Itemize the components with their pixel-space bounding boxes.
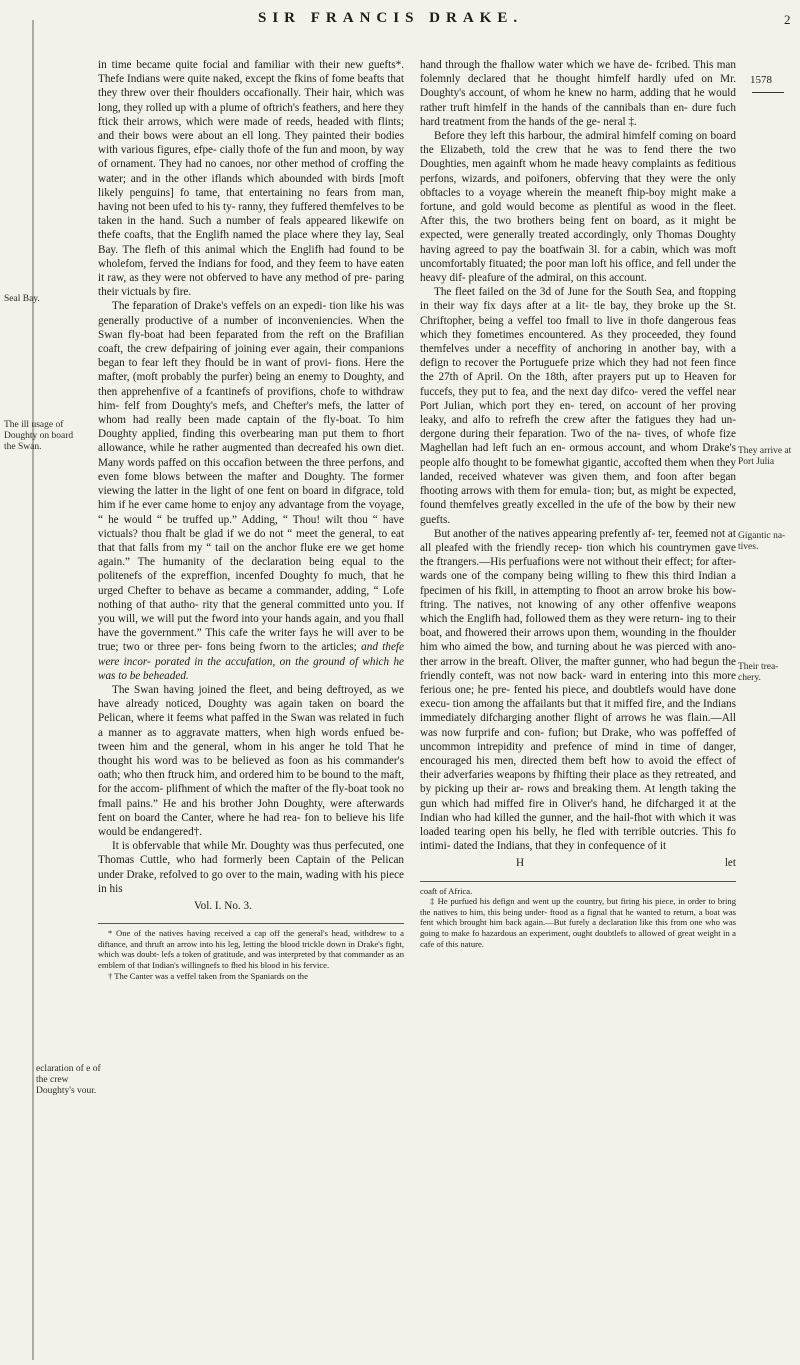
margin-note-gigantic: Gigantic na- tives. bbox=[738, 531, 786, 552]
footnote-divider bbox=[420, 881, 736, 882]
page-signature-line bbox=[98, 899, 404, 913]
paragraph: Before they left this harbour, the admiral himfelf coming on board the Elizabeth, told the crew that he was to fend there the two Doughties, men againft whom he made heavy complaints as feditious perfons, wizards, and poifoners, obferving that they were the only obftacles to a voyage wherein the meaneft fhip-boy might make a fortune, and gold would become as plentiful as wood in the fleet. After this, the two brothers being fent on board, as it might be expected, were generally treated accordingly, only Thomas Doughty having agreed to pay the boatfwain 3l. for a cabin, which was moft uncomfortably fituated; the poor man loft his office, and fell under the heavy dif- pleafure of the admiral, on this account. bbox=[420, 130, 736, 285]
left-column bbox=[98, 58, 404, 981]
footnote-divider bbox=[98, 923, 404, 924]
footnote: * One of the natives having received a cap off the general's head, withdrew to a diftance, and thruft an arrow into his leg, letting the blood trickle down in Drake's fight, which was doubt- lefs a token of gratitude, and was interpreted by that commander as an emblem of that Indian's willingnefs to fhed his blood in his fervice. bbox=[98, 928, 404, 970]
page-number: 2 bbox=[784, 12, 791, 27]
binding-edge bbox=[32, 20, 34, 1360]
paragraph: The fleet failed on the 3d of June for the South Sea, and ftopping in their way fix days after at a lit- tle bay, they broke up the St. Chriftopher, being a veffel too fmall to live in thofe dangerous feas which they fometimes encountered. As they proceeded, they found themfelves under a neceffity of anchoring in another bay, with a defign to recover the Portuguefe prize which they had not feen fince the 27th of April. On the 18th, after prayers put up to Heaven for fuccefs, they put to fea, and the next day difco- vered the veffel near Port Julian, which port they en- tered, on account of her proving leaky, and alfo to refrefh the crew after the fatigues they had un- dergone during their feparation. Two of the na- tives, of whofe fize Maghellan had left fuch an en- ormous account, and whom Drake's people alfo thought to be fomewhat gigantic, accofted them when they landed, received whatever was given them, and foon after began fhooting arrows with them for emula- tion; but, as might be expected, found themfelves greatly excelled in the ufe of the bow by their new guefts. bbox=[420, 286, 736, 526]
page-header bbox=[0, 10, 800, 32]
paragraph: in time became quite focial and familiar with their new guefts*. Thefe Indians were quite naked, except the fkins of fome beafts that they threw over their fhoulders occafionally. Their hair, which was long, they rolled up with a plume of oftrich's feathers, and here they ftick their arrows, which were made of reeds, headed with flints; and their bows were about an ell long. They painted their bodies with various figures, efpe- cially thofe of the fun and moon, by way of ornament. They had no canoes, nor other method of croffing the water; and in the other iflands which abounded with birds [moft likely penguins] fo tame, that entertaining no fears from man, having not been ufed to his ty- ranny, they fuffered themfelves to be taken in the hand. Such a number of feals appeared likewife on thefe coafts, that the Englifh named the place where they lay, Seal Bay. The flefh of this animal which the Englifh had found to be wholefom, ferved the Indians for food, and they feem to have eaten it raw, as they were not obferved to have any method of pre- paring their victuals by fire. bbox=[98, 59, 404, 299]
signature-mark: Vol. I. No. 3. bbox=[194, 899, 252, 912]
margin-note-declaration: eclaration of e of the crew Doughty's vour. bbox=[36, 1064, 101, 1096]
right-column bbox=[420, 58, 736, 949]
paragraph: hand through the fhallow water which we have de- fcribed. This man folemnly declared that he thought himfelf hardly ufed on Mr. Doughty's account, of whom he knew no harm, adding that he would rather truft himfelf in the hands of the cannibals than en- dure fuch hard treatment from the hands of the ge- neral ‡. bbox=[420, 59, 736, 128]
paragraph: It is obfervable that while Mr. Doughty was thus perfecuted, one Thomas Cuttle, who had formerly been Captain of the Pelican under Drake, refolved to go over to the main, wading with his piece in his bbox=[98, 840, 404, 895]
paragraph: The Swan having joined the fleet, and being deftroyed, as we have already noticed, Doughty was again taken on board the Pelican, where it feems what paffed in the Swan was related in fuch a manner as to aggravate matters, when high words enfued be- tween him and the general, whom in his anger he told That he thought his word was to be believed as foon as his commander's oath; who then ftruck him, and ordered him to be bound to the maft, for the accom- plifhment of which the mafter of the fly-boat took no fmall pains.” He and his brother John Doughty, were afterwards fent on board the Canter, where he had rea- fon to believe his life would be endangered†. bbox=[98, 683, 404, 838]
year-marker: 1578 bbox=[750, 74, 772, 86]
margin-note-treachery: Their trea- chery. bbox=[738, 662, 779, 683]
paragraph bbox=[98, 299, 404, 682]
year-bracket bbox=[752, 88, 784, 93]
footnote: ‡ He purfued his defign and went up the country, but firing his piece, in order to bring the natives to him, this being under- ftood as a fignal that he wanted to return, a boat was fent which brought him back again.—But furely a declaration like this from one who was going to make fo hazardous an experiment, ought doubtlefs to allowed of great weight in a cafe of this nature. bbox=[420, 896, 736, 949]
signature-mark: H bbox=[516, 857, 525, 870]
margin-note-seal-bay: Seal Bay. bbox=[4, 294, 40, 304]
running-head: SIR FRANCIS DRAKE. bbox=[258, 10, 524, 26]
paragraph-text: The feparation of Drake's veffels on an expedi- tion like his was generally productive of a number of inconveniencies. When the Swan fly-boat had been feparated from the reft on the Brafilian coaft, the crew defpairing of joining ever again, their companions began to fear left they fhould be in want of provi- fions. Here the mafter, (moft probably the purfer) being an enemy to Doughty, and then apprehenfive of a fcantinefs of provifions, chofe to withdraw him- felf from Doughty's mefs, and Chefter's mefs, the latter of whom had really been made captain of the fly-boat. To him Doughty applied, finding this overbearing man put them to fhort allowance, while he rather augmented than decreafed his own diet. Many words paffed on this occafion between the three perfons, and even fome blows between the mafter and Doughty. The former viewing the latter in the light of one fent on board in difgrace, told him if he ever came home to enjoy any advantage from the voyage, “ he would “ be truffed up.” Adding, “ Thou! wilt thou “ have victuals? thou fhalt be glad if we do not “ meet the general, to eat that that falls from my “ tail on the anchor fluke ere we get home again.” The humanity of the declaration being equal to the politenefs of the expreffion, incenfed Doughty fo much, that he urged Chefter to behave as became a commander, adding, “ Lofe nothing of that autho- rity that the general committed unto you. If you will, we will put the fword into your hands again, and you fhall have the government.” This cafe the writer fays he will aver to be true; two or three per- fons being fworn to the articles; bbox=[98, 300, 404, 654]
page-signature-line bbox=[420, 856, 736, 870]
footnotes bbox=[420, 886, 736, 950]
margin-note-arrive: They arrive at Port Julia bbox=[738, 446, 792, 467]
footnote: † The Canter was a veffel taken from the Spaniards on the bbox=[108, 970, 308, 981]
margin-note-ill-usage: The ill usage of Doughty on board the Swan. bbox=[4, 420, 74, 452]
footnotes bbox=[98, 928, 404, 981]
footnote: coaft of Africa. bbox=[420, 885, 473, 896]
paragraph: But another of the natives appearing prefently af- ter, feemed not at all pleafed with the friendly recep- tion which his countrymen gave the ftrangers.—His perfuafions were not without their effect; for after- wards one of the company being willing to fhew this third Indian a fpecimen of his fkill, in attempting to fhoot an arrow broke his bow-ftring. The natives, not knowing of any other offenfive weapons which the Englifh had, followed them as they were return- ing to their boat, and fhowered their arrows upon them, wounding in the fhoulder him who aimed the bow, and turning about he was pierced with ano- ther arrow in the breaft. Oliver, the mafter gunner, who had begun the friendly conteft, was not now back- ward in entering into this more ferious one; he pre- fented his piece, and doubtlefs would have done execu- tion among the affailants but that it miffed fire, and the Indians immediately difcharging another flight of arrows he was flain.—All was now furprife and con- fufion; but Drake, who was poffeffed of uncommon intrepidity and prefence of mind in time of danger, encouraged his men, directed them beft how to avoid the effect of their adverfaries weapons by fhifting their place as they retreated, and by picking up their ar- rows and breaking them. At length taking the gun which had miffed fire in Oliver's hand, he difcharged it at the Indian who had killed the gunner, and the hail-fhot with which it was loaded tearing open his belly, he fled with terrible outcries. This fo intimi- dated the Indians, that they in confequence of it bbox=[420, 527, 736, 853]
italic-text: and thefe were incor- porated in the accufation, on the ground of which he was to be beheaded. bbox=[98, 641, 404, 682]
catchword: let bbox=[724, 857, 736, 870]
